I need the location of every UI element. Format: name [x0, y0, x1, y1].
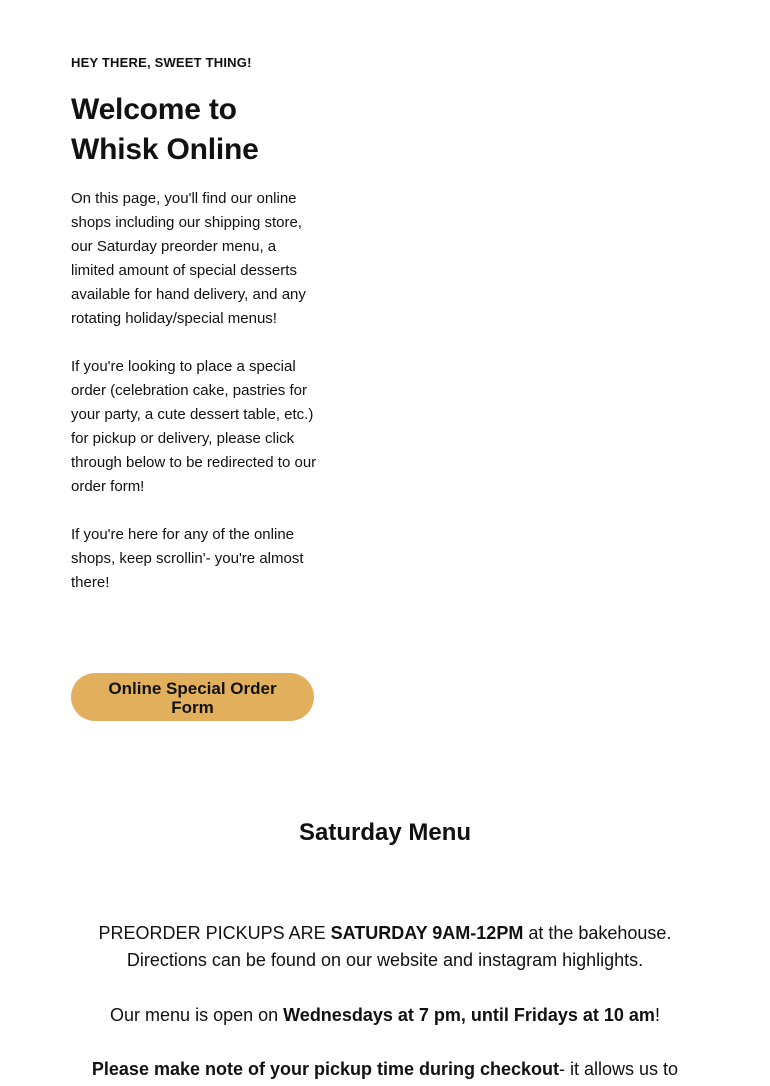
intro-paragraph-special-order: If you're looking to place a special order (celebration cake, pastries for your party, a cute dessert table, etc.) for pickup or delivery, please click through below to be redirected to our order form! [71, 358, 317, 495]
pickup-info [60, 920, 710, 974]
intro-paragraph-scroll: If you're here for any of the online shops, keep scrollin'- you're almost there! [71, 526, 304, 591]
intro-paragraph-shops: On this page, you'll find our online shops including our shipping store, our Saturday preorder menu, a limited amount of special desserts available for hand delivery, and any rotating holiday/special menus! [71, 190, 306, 327]
open-suffix: ! [654, 1005, 660, 1025]
special-order-form-button[interactable]: Online Special Order Form [71, 673, 314, 721]
open-prefix: Our menu is open on [110, 1005, 284, 1025]
pickup-prefix: PREORDER PICKUPS ARE [98, 923, 331, 943]
pickup-note-bold: Please make note of your pickup time during checkout [91, 1059, 560, 1079]
pickup-note [60, 1056, 710, 1083]
intro-section [71, 54, 321, 595]
menu-open-info [60, 1002, 710, 1029]
eyebrow-greeting: HEY THERE, SWEET THING! [71, 55, 252, 70]
directions-text: Directions can be found on our website and instagram highlights. [126, 950, 644, 970]
open-window: Wednesdays at 7 pm, until Fridays at 10 am [283, 1005, 655, 1025]
pickup-time: SATURDAY 9AM-12PM [330, 923, 524, 943]
pickup-note-rest: - it allows us to [559, 1059, 679, 1079]
pickup-suffix: at the bakehouse. [523, 923, 672, 943]
saturday-menu-title: Saturday Menu [298, 819, 472, 846]
page-title: Welcome to Whisk Online [71, 93, 259, 166]
